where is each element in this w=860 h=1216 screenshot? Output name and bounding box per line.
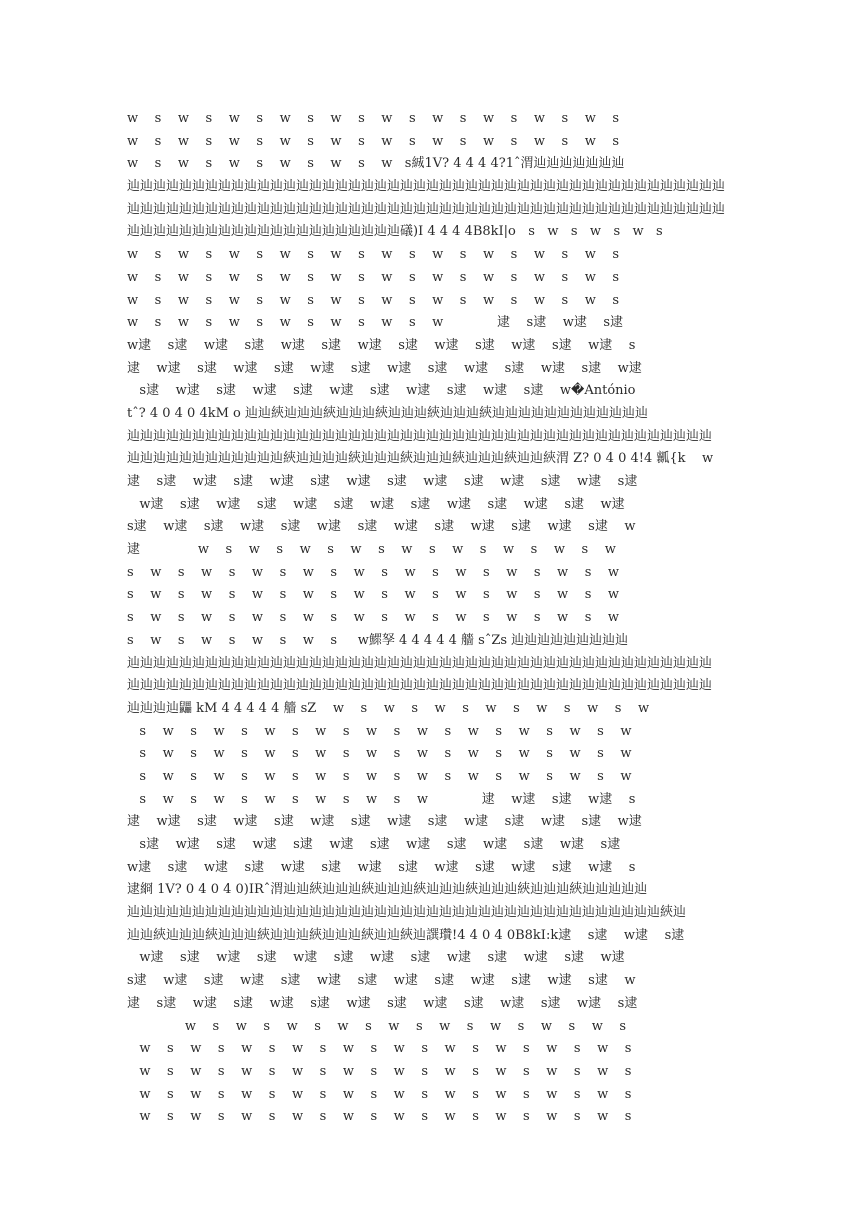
- text-line: s w s w s w s w s w s w s w s w s w s w: [127, 587, 620, 603]
- text-line: w逮 s逮 w逮 s逮 w逮 s逮 w逮 s逮 w逮 s逮 w逮 s逮 w逮: [127, 950, 625, 966]
- text-line: w s w s w s w s w s w s w s w s w s w s: [127, 247, 620, 263]
- text-line: w逮 s逮 w逮 s逮 w逮 s逮 w逮 s逮 w逮 s逮 w逮 s逮 w逮: [127, 496, 625, 512]
- text-line: 逮 s逮 w逮 s逮 w逮 s逮 w逮 s逮 w逮 s逮 w逮 s逮 w逮 s逮: [127, 474, 638, 489]
- text-line: w s w s w s w s w s w s w s w s w s w s: [127, 1086, 632, 1102]
- text-line: w s w s w s w s w s w s w s w s w s w s: [127, 292, 620, 308]
- text-line: 逮 w逮 s逮 w逮 s逮 w逮 s逮 w逮 s逮 w逮 s逮 w逮 s逮 w逮: [127, 814, 642, 830]
- text-line: s w s w s w s w s w s w 逮 w逮 s逮 w逮 s: [127, 791, 636, 807]
- text-line: 辿辿辿辿鼺 kM 4 4 4 4 4 艢 sZ w s w s w s w s w s w s w: [127, 700, 650, 716]
- text-line: s逮 w逮 s逮 w逮 s逮 w逮 s逮 w逮 s逮 w逮 s逮 w逮 s逮 w: [127, 519, 636, 535]
- text-line: w s w s w s w s w s w s絾1V? 4 4 4 4?1ˆ渭辿辿辿辿辿辿辿: [127, 156, 625, 172]
- text-line: w s w s w s w s w s w s w s w s w s w s: [127, 111, 620, 126]
- text-line: 逮 w逮 s逮 w逮 s逮 w逮 s逮 w逮 s逮 w逮 s逮 w逮 s逮 w逮: [127, 360, 642, 376]
- text-line: s w s w s w s w s w s w s w s w s w s w: [127, 746, 632, 762]
- text-line: w s w s w s w s w s w s w s w s w s: [127, 1018, 627, 1034]
- text-line: 辿辿辿辿辿辿辿辿辿辿辿辿辿辿辿辿辿辿辿辿辿礒)I 4 4 4 4B8kI|o s w s w s w s: [127, 224, 663, 240]
- text-line: 逮 s逮 w逮 s逮 w逮 s逮 w逮 s逮 w逮 s逮 w逮 s逮 w逮 s逮: [127, 995, 638, 1011]
- text-line: 辿辿辿辿辿辿辿辿辿辿辿辿辿辿辿辿辿辿辿辿辿辿辿辿辿辿辿辿辿辿辿辿辿辿辿辿辿辿辿辿辿綊辿: [127, 905, 687, 921]
- text-line: s逮 w逮 s逮 w逮 s逮 w逮 s逮 w逮 s逮 w逮 s逮 w逮 s逮 w: [127, 973, 636, 989]
- text-line: w s w s w s w s w s w s w s w s w s w s: [127, 269, 620, 285]
- text-line: 辿辿辿辿辿辿辿辿辿辿辿辿綊辿辿辿辿綊辿辿辿綊辿辿辿綊辿辿辿綊辿辿綊渭 Z? 0 4 0 4!4 瓤{k w: [127, 451, 714, 467]
- text-line: s w s w s w s w s w s w s w s w s w s w: [127, 564, 620, 580]
- text-line: 辿辿綊辿辿辿綊辿辿辿綊辿辿辿綊辿辿辿綊辿辿綊辿譔瓚!4 4 0 4 0B8kI:k逮 s逮 w逮 s逮: [127, 927, 685, 943]
- text-line: 辿辿辿辿辿辿辿辿辿辿辿辿辿辿辿辿辿辿辿辿辿辿辿辿辿辿辿辿辿辿辿辿辿辿辿辿辿辿辿辿辿辿辿辿辿辿: [127, 201, 726, 217]
- text-line: w s w s w s w s w s w s w s w s w s w s: [127, 133, 620, 149]
- text-line: tˆ? 4 0 4 0 4kM o 辿辿綊辿辿辿綊辿辿辿綊辿辿辿綊辿辿辿綊辿辿辿辿辿辿辿辿辿辿辿辿: [127, 405, 648, 421]
- text-line: s逮 w逮 s逮 w逮 s逮 w逮 s逮 w逮 s逮 w逮 s逮 w�António: [127, 383, 636, 399]
- text-line: 辿辿辿辿辿辿辿辿辿辿辿辿辿辿辿辿辿辿辿辿辿辿辿辿辿辿辿辿辿辿辿辿辿辿辿辿辿辿辿辿辿辿辿辿辿: [127, 678, 713, 694]
- text-line: 逮 w s w s w s w s w s w s w s w s w: [127, 542, 616, 558]
- text-line: 逮綗 1V? 0 4 0 4 0)IRˆ渭辿辿綊辿辿辿綊辿辿辿綊辿辿辿綊辿辿辿綊辿辿辿綊辿辿辿辿辿: [127, 882, 648, 898]
- garbled-text-block: [127, 108, 737, 1129]
- text-line: w逮 s逮 w逮 s逮 w逮 s逮 w逮 s逮 w逮 s逮 w逮 s逮 w逮 s: [127, 337, 636, 353]
- text-line: s逮 w逮 s逮 w逮 s逮 w逮 s逮 w逮 s逮 w逮 s逮 w逮 s逮: [127, 837, 621, 852]
- text-line: w逮 s逮 w逮 s逮 w逮 s逮 w逮 s逮 w逮 s逮 w逮 s逮 w逮 s: [127, 859, 636, 875]
- text-line: 辿辿辿辿辿辿辿辿辿辿辿辿辿辿辿辿辿辿辿辿辿辿辿辿辿辿辿辿辿辿辿辿辿辿辿辿辿辿辿辿辿辿辿辿辿辿: [127, 179, 726, 195]
- text-line: w s w s w s w s w s w s w 逮 s逮 w逮 s逮: [127, 315, 624, 331]
- text-line: s w s w s w s w s w s w s w s w s w s w: [127, 723, 632, 739]
- text-line: s w s w s w s w s w鰥孥 4 4 4 4 4 艢 sˆZs 辿辿辿辿辿辿辿辿辿: [127, 632, 629, 648]
- text-line: s w s w s w s w s w s w s w s w s w s w: [127, 610, 620, 626]
- text-line: 辿辿辿辿辿辿辿辿辿辿辿辿辿辿辿辿辿辿辿辿辿辿辿辿辿辿辿辿辿辿辿辿辿辿辿辿辿辿辿辿辿辿辿辿辿: [127, 428, 713, 444]
- text-line: w s w s w s w s w s w s w s w s w s w s: [127, 1109, 632, 1125]
- text-line: s w s w s w s w s w s w s w s w s w s w: [127, 768, 632, 784]
- text-line: w s w s w s w s w s w s w s w s w s w s: [127, 1063, 632, 1079]
- text-line: 辿辿辿辿辿辿辿辿辿辿辿辿辿辿辿辿辿辿辿辿辿辿辿辿辿辿辿辿辿辿辿辿辿辿辿辿辿辿辿辿辿辿辿辿辿: [127, 655, 713, 671]
- text-line: w s w s w s w s w s w s w s w s w s w s: [127, 1041, 632, 1057]
